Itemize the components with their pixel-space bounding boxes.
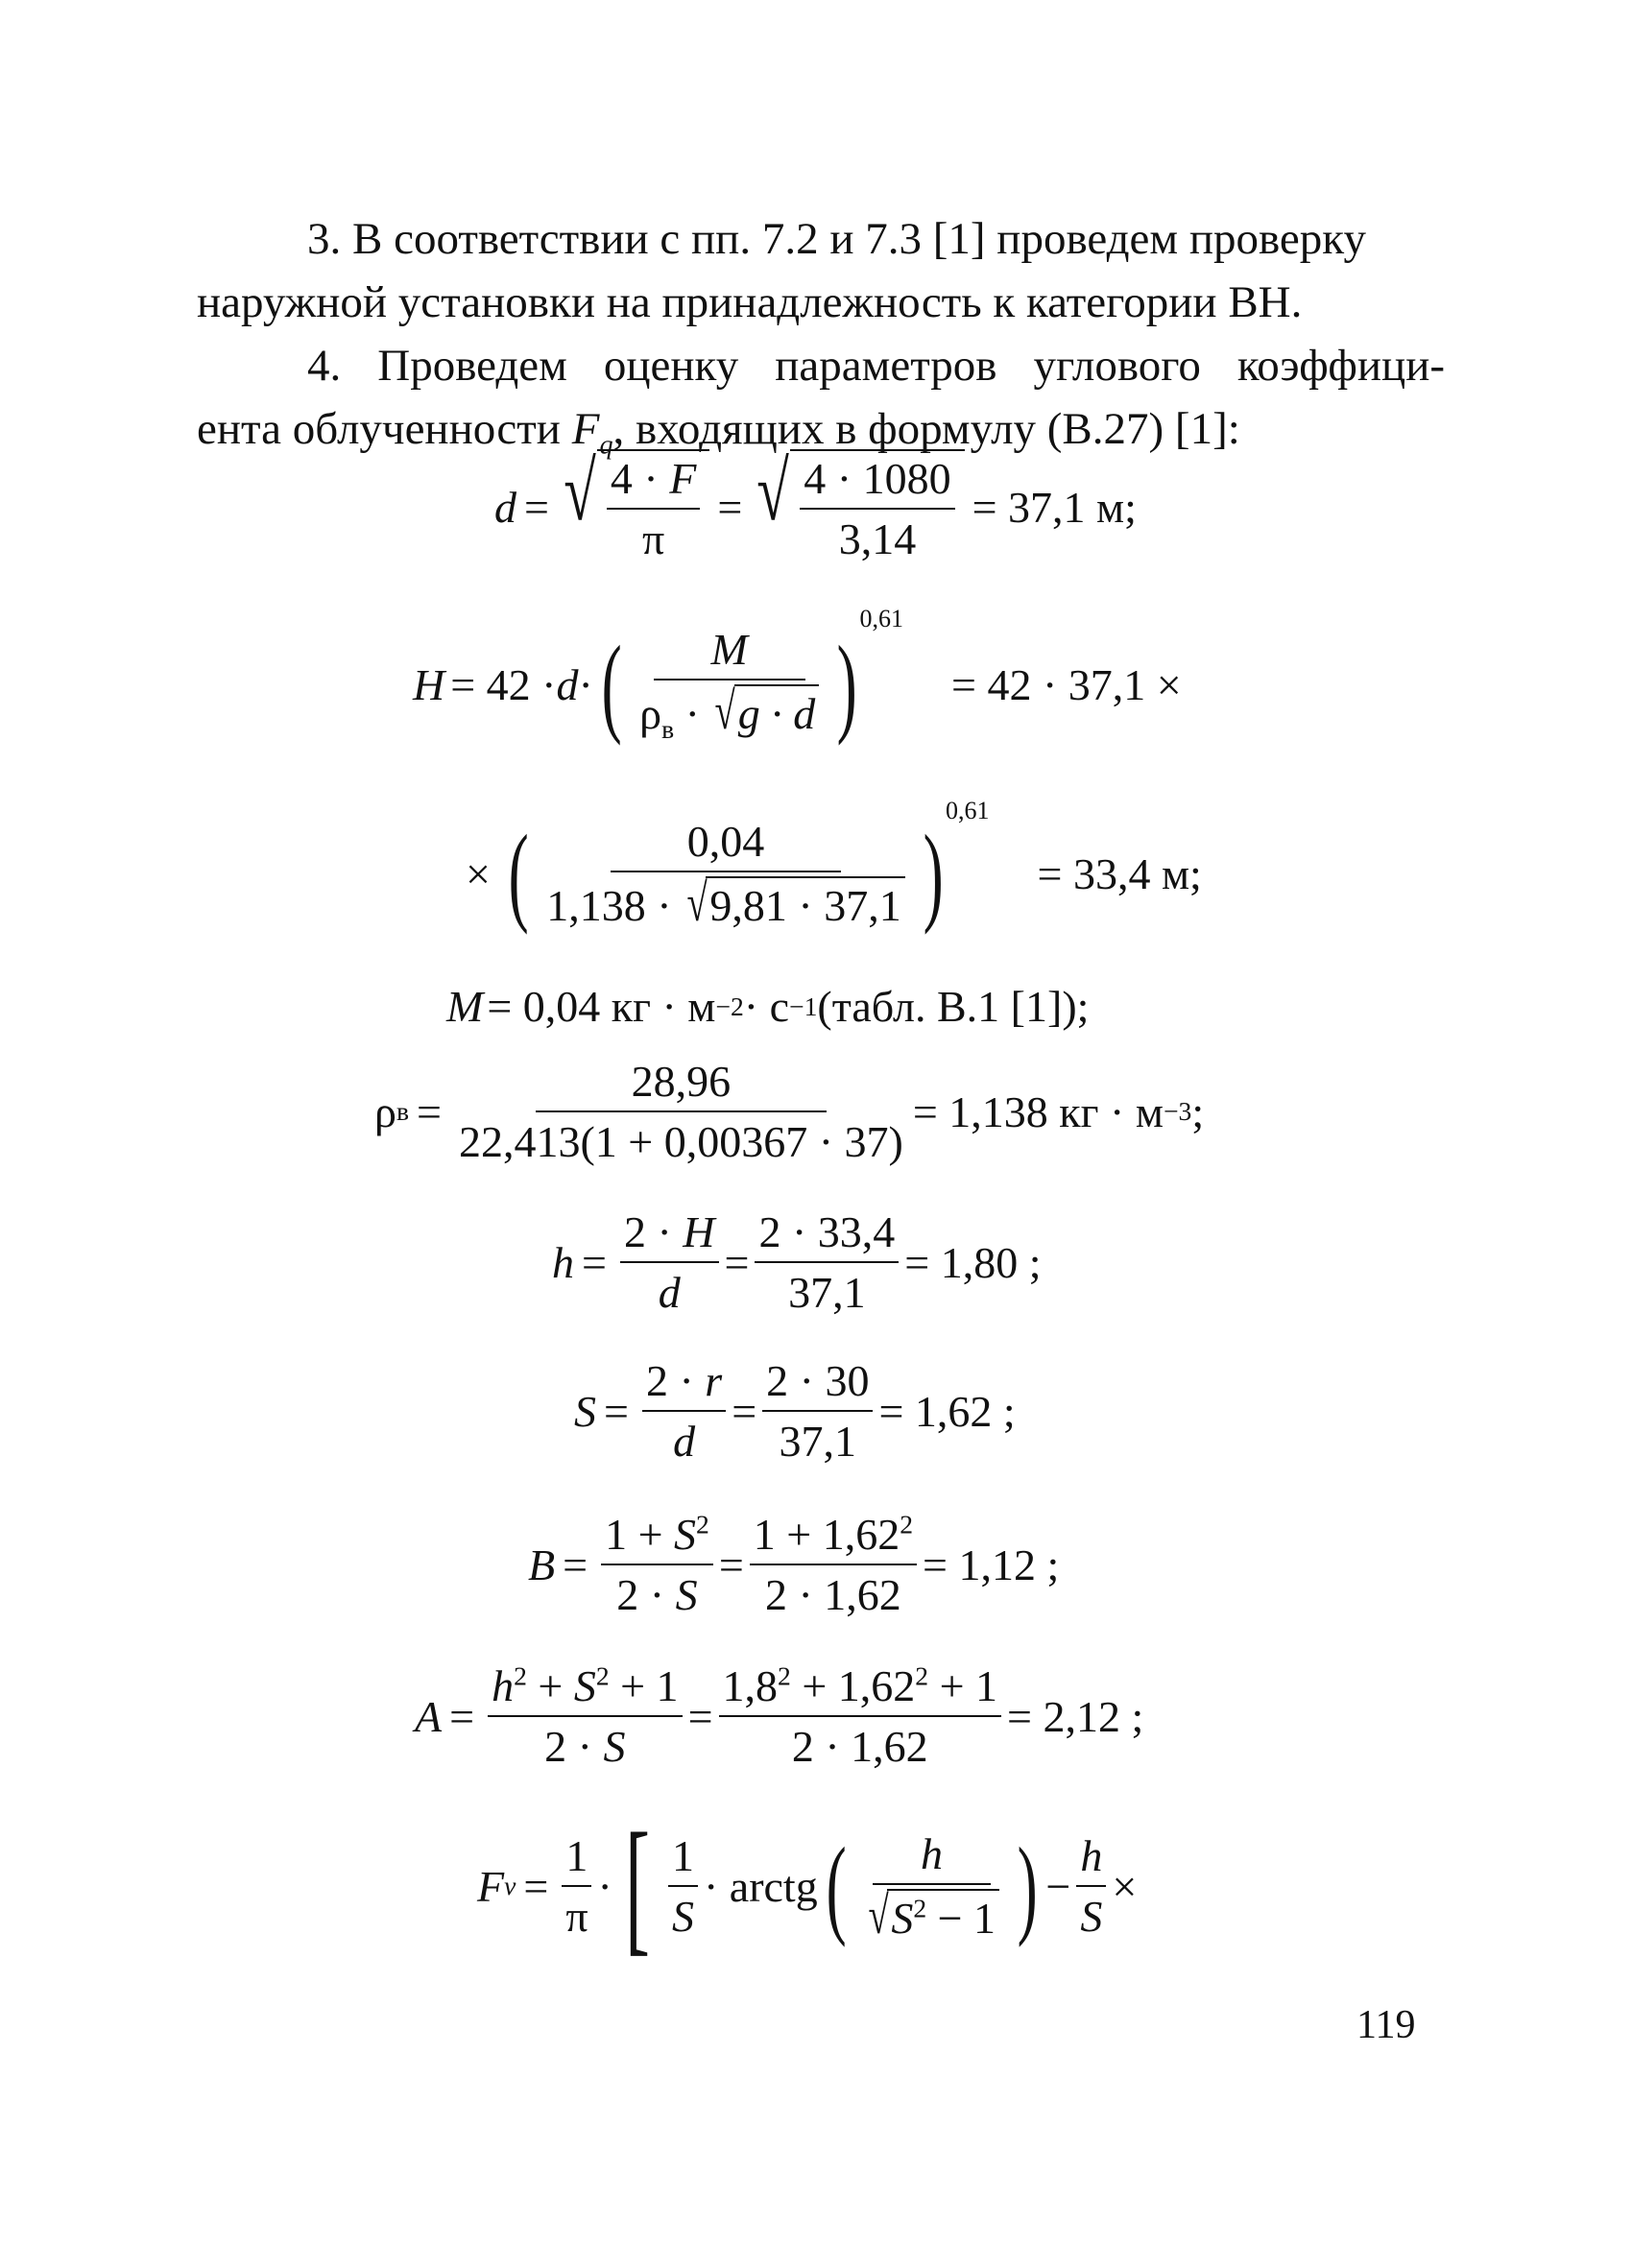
sqrt: √ $\frac{4 \cdot 1080}{3,14}$ xyxy=(750,449,964,564)
paragraph-4-line-2: ента облученности $F_q$, входящих в формулу (В.27) [1]: xyxy=(197,404,1240,461)
equation-H-continued: × ( 0,04 1,138 · √ 9,81 · 37,1 ) 0,61 = 33,4 м; xyxy=(466,797,1202,935)
fraction: $\frac{4 \cdot 1080}{3,14}$ xyxy=(800,453,954,564)
equation-Fv: F v = $\frac{1}{\pi}$ · [ $\frac{1}{S}$ · arctg ( h √ $S^2 - 1$ ) − $\frac{h}{S}$ × xyxy=(477,1802,1138,1969)
equation-A: A = $\frac{h^2 + S^2 + 1}{2 \cdot S}$ = $\frac{1,8^2 + 1,62^2 + 1}{2 \cdot 1,62}$ = 2,12 ; xyxy=(415,1660,1144,1771)
page-number: 119 xyxy=(1356,2003,1416,2047)
paragraph-4-line-1: 4. Проведем оценку параметров углового коэффици- xyxy=(307,341,1445,391)
paragraph-3-line-1: 3. В соответствии с пп. 7.2 и 7.3 [1] проведем проверку xyxy=(307,214,1366,264)
sqrt: √ $\frac{4 \cdot F}{\pi}$ xyxy=(557,449,709,564)
fraction: 0,04 1,138 · √ 9,81 · 37,1 xyxy=(542,816,908,931)
equation-rho: ρ в = $\frac{28,96}{22,413(1 + 0,00367 \cdot 37)}$ = 1,138 кг · м −3 ; xyxy=(374,1057,1205,1166)
fraction: M $\rho_в$ · √ g · d xyxy=(636,624,823,745)
equation-S: S = $\frac{2 \cdot r}{d}$ = $\frac{2 \cdot 30}{37,1}$ = 1,62 ; xyxy=(574,1356,1016,1466)
fraction: $\frac{1 + S^2}{2 \cdot S}$ xyxy=(601,1509,713,1620)
fraction: h √ $S^2 - 1$ xyxy=(860,1828,1003,1944)
fraction: $\frac{h}{S}$ xyxy=(1076,1830,1106,1942)
fraction: $\frac{4 \cdot F}{\pi}$ xyxy=(607,453,700,564)
fraction: $\frac{1,8^2 + 1,62^2 + 1}{2 \cdot 1,62}$ xyxy=(719,1660,1002,1772)
paragraph-3 xyxy=(197,207,1445,334)
fraction: $\frac{2 \cdot 33,4}{37,1}$ xyxy=(755,1206,899,1318)
fraction: $\frac{1}{S}$ xyxy=(668,1830,698,1942)
equation-H: H = 42 · d · ( M $\rho_в$ · √ g · d ) 0,61 = 42 · 37,1 × xyxy=(413,605,1182,746)
fraction: $\frac{2 \cdot 30}{37,1}$ xyxy=(762,1355,873,1467)
fraction: $\frac{28,96}{22,413(1 + 0,00367 \cdot 37)}$ xyxy=(458,1057,903,1166)
fraction: $\frac{h^2 + S^2 + 1}{2 \cdot S}$ xyxy=(488,1660,683,1772)
equation-M: M = 0,04 кг · м −2 · с −1 (табл. В.1 [1]); xyxy=(446,982,1090,1031)
paragraph-3-line-2: наружной установки на принадлежность к категории ВН. xyxy=(197,277,1303,327)
fraction: $\frac{2 \cdot r}{d}$ xyxy=(642,1355,726,1467)
equation-h: h = $\frac{2 \cdot H}{d}$ = $\frac{2 \cdot 33,4}{37,1}$ = 1,80 ; xyxy=(552,1207,1042,1317)
fraction: $\frac{1 + 1,62^2}{2 \cdot 1,62}$ xyxy=(750,1509,917,1620)
fraction: $\frac{2 \cdot H}{d}$ xyxy=(620,1206,719,1318)
variable-F: F xyxy=(571,404,600,454)
equation-B: B = $\frac{1 + S^2}{2 \cdot S}$ = $\frac{1 + 1,62^2}{2 \cdot 1,62}$ = 1,12 ; xyxy=(528,1509,1060,1619)
fraction: $\frac{1}{\pi}$ xyxy=(562,1830,591,1942)
equation-d: d = √ $\frac{4 \cdot F}{\pi}$ = √ $\frac{4 \cdot 1080}{3,14}$ = 37,1 м; xyxy=(494,444,1137,563)
